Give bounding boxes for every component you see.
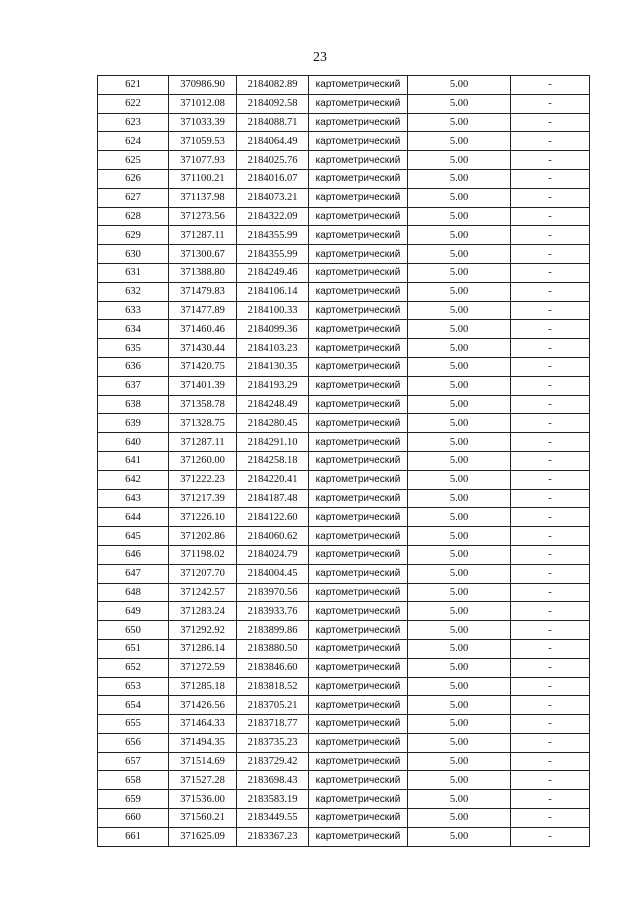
point-number-cell: 648 [98, 583, 169, 602]
note-cell: - [511, 639, 590, 658]
y-coordinate-cell: 2183880.50 [237, 639, 309, 658]
accuracy-cell: 5.00 [408, 621, 511, 640]
method-cell: картометрический [309, 414, 408, 433]
point-number-cell: 656 [98, 733, 169, 752]
note-cell: - [511, 827, 590, 846]
point-number-cell: 627 [98, 188, 169, 207]
method-cell: картометрический [309, 169, 408, 188]
x-coordinate-cell: 371033.39 [169, 113, 237, 132]
table-row [98, 790, 590, 809]
point-number-cell: 636 [98, 357, 169, 376]
accuracy-cell: 5.00 [408, 113, 511, 132]
note-cell: - [511, 470, 590, 489]
table-row [98, 207, 590, 226]
method-cell: картометрический [309, 752, 408, 771]
table-row [98, 545, 590, 564]
table-row [98, 621, 590, 640]
y-coordinate-cell: 2184088.71 [237, 113, 309, 132]
y-coordinate-cell: 2184082.89 [237, 76, 309, 95]
x-coordinate-cell: 371222.23 [169, 470, 237, 489]
table-row [98, 771, 590, 790]
table-row [98, 151, 590, 170]
table-row [98, 395, 590, 414]
method-cell: картометрический [309, 489, 408, 508]
accuracy-cell: 5.00 [408, 827, 511, 846]
accuracy-cell: 5.00 [408, 583, 511, 602]
note-cell: - [511, 94, 590, 113]
table-row [98, 508, 590, 527]
y-coordinate-cell: 2184025.76 [237, 151, 309, 170]
method-cell: картометрический [309, 771, 408, 790]
method-cell: картометрический [309, 282, 408, 301]
note-cell: - [511, 376, 590, 395]
method-cell: картометрический [309, 320, 408, 339]
table-row [98, 809, 590, 828]
point-number-cell: 658 [98, 771, 169, 790]
y-coordinate-cell: 2183698.43 [237, 771, 309, 790]
note-cell: - [511, 395, 590, 414]
method-cell: картометрический [309, 508, 408, 527]
table-row [98, 433, 590, 452]
x-coordinate-cell: 371430.44 [169, 339, 237, 358]
x-coordinate-cell: 371328.75 [169, 414, 237, 433]
table-row [98, 827, 590, 846]
y-coordinate-cell: 2184220.41 [237, 470, 309, 489]
method-cell: картометрический [309, 545, 408, 564]
point-number-cell: 653 [98, 677, 169, 696]
note-cell: - [511, 339, 590, 358]
y-coordinate-cell: 2184092.58 [237, 94, 309, 113]
method-cell: картометрический [309, 715, 408, 734]
x-coordinate-cell: 371527.28 [169, 771, 237, 790]
x-coordinate-cell: 371273.56 [169, 207, 237, 226]
note-cell: - [511, 771, 590, 790]
coordinates-table-body [98, 76, 590, 847]
table-row [98, 282, 590, 301]
table-row [98, 451, 590, 470]
accuracy-cell: 5.00 [408, 809, 511, 828]
table-row [98, 339, 590, 358]
method-cell: картометрический [309, 621, 408, 640]
point-number-cell: 629 [98, 226, 169, 245]
note-cell: - [511, 489, 590, 508]
y-coordinate-cell: 2184099.36 [237, 320, 309, 339]
note-cell: - [511, 320, 590, 339]
method-cell: картометрический [309, 376, 408, 395]
note-cell: - [511, 733, 590, 752]
point-number-cell: 652 [98, 658, 169, 677]
accuracy-cell: 5.00 [408, 151, 511, 170]
note-cell: - [511, 677, 590, 696]
x-coordinate-cell: 371560.21 [169, 809, 237, 828]
accuracy-cell: 5.00 [408, 94, 511, 113]
y-coordinate-cell: 2183705.21 [237, 696, 309, 715]
point-number-cell: 657 [98, 752, 169, 771]
x-coordinate-cell: 371202.86 [169, 527, 237, 546]
method-cell: картометрический [309, 677, 408, 696]
x-coordinate-cell: 371477.89 [169, 301, 237, 320]
method-cell: картометрический [309, 395, 408, 414]
y-coordinate-cell: 2184064.49 [237, 132, 309, 151]
y-coordinate-cell: 2183449.55 [237, 809, 309, 828]
table-row [98, 169, 590, 188]
method-cell: картометрический [309, 790, 408, 809]
table-row [98, 245, 590, 264]
y-coordinate-cell: 2184322.09 [237, 207, 309, 226]
note-cell: - [511, 207, 590, 226]
accuracy-cell: 5.00 [408, 320, 511, 339]
point-number-cell: 626 [98, 169, 169, 188]
method-cell: картометрический [309, 809, 408, 828]
x-coordinate-cell: 371420.75 [169, 357, 237, 376]
point-number-cell: 640 [98, 433, 169, 452]
table-row [98, 301, 590, 320]
note-cell: - [511, 658, 590, 677]
accuracy-cell: 5.00 [408, 733, 511, 752]
table-row [98, 602, 590, 621]
accuracy-cell: 5.00 [408, 564, 511, 583]
y-coordinate-cell: 2184248.49 [237, 395, 309, 414]
y-coordinate-cell: 2183718.77 [237, 715, 309, 734]
accuracy-cell: 5.00 [408, 169, 511, 188]
x-coordinate-cell: 371198.02 [169, 545, 237, 564]
method-cell: картометрический [309, 583, 408, 602]
coordinates-table [97, 75, 590, 847]
point-number-cell: 625 [98, 151, 169, 170]
accuracy-cell: 5.00 [408, 508, 511, 527]
table-row [98, 752, 590, 771]
y-coordinate-cell: 2184024.79 [237, 545, 309, 564]
x-coordinate-cell: 371272.59 [169, 658, 237, 677]
table-row [98, 132, 590, 151]
y-coordinate-cell: 2184249.46 [237, 263, 309, 282]
y-coordinate-cell: 2184187.48 [237, 489, 309, 508]
method-cell: картометрический [309, 639, 408, 658]
point-number-cell: 623 [98, 113, 169, 132]
note-cell: - [511, 301, 590, 320]
method-cell: картометрический [309, 132, 408, 151]
accuracy-cell: 5.00 [408, 790, 511, 809]
accuracy-cell: 5.00 [408, 639, 511, 658]
x-coordinate-cell: 371300.67 [169, 245, 237, 264]
point-number-cell: 632 [98, 282, 169, 301]
accuracy-cell: 5.00 [408, 489, 511, 508]
x-coordinate-cell: 371536.00 [169, 790, 237, 809]
point-number-cell: 660 [98, 809, 169, 828]
point-number-cell: 642 [98, 470, 169, 489]
method-cell: картометрический [309, 658, 408, 677]
note-cell: - [511, 696, 590, 715]
note-cell: - [511, 188, 590, 207]
x-coordinate-cell: 371100.21 [169, 169, 237, 188]
y-coordinate-cell: 2183970.56 [237, 583, 309, 602]
y-coordinate-cell: 2184100.33 [237, 301, 309, 320]
point-number-cell: 639 [98, 414, 169, 433]
note-cell: - [511, 715, 590, 734]
note-cell: - [511, 132, 590, 151]
method-cell: картометрический [309, 451, 408, 470]
note-cell: - [511, 564, 590, 583]
accuracy-cell: 5.00 [408, 357, 511, 376]
point-number-cell: 637 [98, 376, 169, 395]
accuracy-cell: 5.00 [408, 545, 511, 564]
table-row [98, 188, 590, 207]
note-cell: - [511, 451, 590, 470]
y-coordinate-cell: 2183933.76 [237, 602, 309, 621]
point-number-cell: 659 [98, 790, 169, 809]
accuracy-cell: 5.00 [408, 395, 511, 414]
point-number-cell: 645 [98, 527, 169, 546]
x-coordinate-cell: 371059.53 [169, 132, 237, 151]
point-number-cell: 643 [98, 489, 169, 508]
point-number-cell: 655 [98, 715, 169, 734]
x-coordinate-cell: 371494.35 [169, 733, 237, 752]
y-coordinate-cell: 2183899.86 [237, 621, 309, 640]
point-number-cell: 628 [98, 207, 169, 226]
accuracy-cell: 5.00 [408, 188, 511, 207]
table-row [98, 320, 590, 339]
point-number-cell: 644 [98, 508, 169, 527]
table-row [98, 658, 590, 677]
accuracy-cell: 5.00 [408, 677, 511, 696]
table-row [98, 677, 590, 696]
table-row [98, 113, 590, 132]
point-number-cell: 634 [98, 320, 169, 339]
table-row [98, 564, 590, 583]
y-coordinate-cell: 2184291.10 [237, 433, 309, 452]
x-coordinate-cell: 371460.46 [169, 320, 237, 339]
x-coordinate-cell: 371217.39 [169, 489, 237, 508]
point-number-cell: 621 [98, 76, 169, 95]
note-cell: - [511, 508, 590, 527]
x-coordinate-cell: 371283.24 [169, 602, 237, 621]
note-cell: - [511, 790, 590, 809]
y-coordinate-cell: 2184106.14 [237, 282, 309, 301]
method-cell: картометрический [309, 245, 408, 264]
accuracy-cell: 5.00 [408, 207, 511, 226]
accuracy-cell: 5.00 [408, 301, 511, 320]
accuracy-cell: 5.00 [408, 76, 511, 95]
table-row [98, 639, 590, 658]
note-cell: - [511, 282, 590, 301]
accuracy-cell: 5.00 [408, 433, 511, 452]
x-coordinate-cell: 371260.00 [169, 451, 237, 470]
accuracy-cell: 5.00 [408, 602, 511, 621]
method-cell: картометрический [309, 339, 408, 358]
y-coordinate-cell: 2184004.45 [237, 564, 309, 583]
note-cell: - [511, 76, 590, 95]
accuracy-cell: 5.00 [408, 451, 511, 470]
method-cell: картометрический [309, 433, 408, 452]
x-coordinate-cell: 371388.80 [169, 263, 237, 282]
method-cell: картометрический [309, 76, 408, 95]
y-coordinate-cell: 2184355.99 [237, 245, 309, 264]
table-row [98, 414, 590, 433]
note-cell: - [511, 752, 590, 771]
method-cell: картометрический [309, 94, 408, 113]
accuracy-cell: 5.00 [408, 658, 511, 677]
accuracy-cell: 5.00 [408, 470, 511, 489]
note-cell: - [511, 621, 590, 640]
accuracy-cell: 5.00 [408, 715, 511, 734]
point-number-cell: 635 [98, 339, 169, 358]
note-cell: - [511, 263, 590, 282]
x-coordinate-cell: 371514.69 [169, 752, 237, 771]
y-coordinate-cell: 2184355.99 [237, 226, 309, 245]
table-row [98, 733, 590, 752]
accuracy-cell: 5.00 [408, 527, 511, 546]
x-coordinate-cell: 371012.08 [169, 94, 237, 113]
note-cell: - [511, 527, 590, 546]
y-coordinate-cell: 2183729.42 [237, 752, 309, 771]
table-row [98, 470, 590, 489]
y-coordinate-cell: 2184122.60 [237, 508, 309, 527]
method-cell: картометрический [309, 602, 408, 621]
method-cell: картометрический [309, 470, 408, 489]
method-cell: картометрический [309, 263, 408, 282]
x-coordinate-cell: 371358.78 [169, 395, 237, 414]
note-cell: - [511, 226, 590, 245]
table-row [98, 376, 590, 395]
method-cell: картометрический [309, 564, 408, 583]
table-row [98, 696, 590, 715]
method-cell: картометрический [309, 357, 408, 376]
method-cell: картометрический [309, 188, 408, 207]
method-cell: картометрический [309, 226, 408, 245]
y-coordinate-cell: 2184103.23 [237, 339, 309, 358]
method-cell: картометрический [309, 207, 408, 226]
y-coordinate-cell: 2184073.21 [237, 188, 309, 207]
accuracy-cell: 5.00 [408, 245, 511, 264]
x-coordinate-cell: 371226.10 [169, 508, 237, 527]
x-coordinate-cell: 371287.11 [169, 226, 237, 245]
method-cell: картометрический [309, 733, 408, 752]
accuracy-cell: 5.00 [408, 414, 511, 433]
note-cell: - [511, 545, 590, 564]
x-coordinate-cell: 371077.93 [169, 151, 237, 170]
point-number-cell: 633 [98, 301, 169, 320]
table-row [98, 263, 590, 282]
note-cell: - [511, 169, 590, 188]
accuracy-cell: 5.00 [408, 339, 511, 358]
y-coordinate-cell: 2184130.35 [237, 357, 309, 376]
table-row [98, 226, 590, 245]
point-number-cell: 647 [98, 564, 169, 583]
x-coordinate-cell: 371287.11 [169, 433, 237, 452]
point-number-cell: 622 [98, 94, 169, 113]
method-cell: картометрический [309, 113, 408, 132]
y-coordinate-cell: 2183735.23 [237, 733, 309, 752]
accuracy-cell: 5.00 [408, 752, 511, 771]
note-cell: - [511, 113, 590, 132]
method-cell: картометрический [309, 151, 408, 170]
x-coordinate-cell: 371286.14 [169, 639, 237, 658]
page-number: 23 [313, 50, 327, 65]
x-coordinate-cell: 371292.92 [169, 621, 237, 640]
x-coordinate-cell: 371426.56 [169, 696, 237, 715]
note-cell: - [511, 433, 590, 452]
point-number-cell: 638 [98, 395, 169, 414]
note-cell: - [511, 602, 590, 621]
point-number-cell: 641 [98, 451, 169, 470]
point-number-cell: 649 [98, 602, 169, 621]
note-cell: - [511, 583, 590, 602]
x-coordinate-cell: 371479.83 [169, 282, 237, 301]
accuracy-cell: 5.00 [408, 376, 511, 395]
accuracy-cell: 5.00 [408, 282, 511, 301]
table-row [98, 76, 590, 95]
table-row [98, 357, 590, 376]
table-row [98, 489, 590, 508]
note-cell: - [511, 357, 590, 376]
x-coordinate-cell: 371207.70 [169, 564, 237, 583]
x-coordinate-cell: 371242.57 [169, 583, 237, 602]
accuracy-cell: 5.00 [408, 263, 511, 282]
point-number-cell: 630 [98, 245, 169, 264]
y-coordinate-cell: 2184280.45 [237, 414, 309, 433]
x-coordinate-cell: 371464.33 [169, 715, 237, 734]
point-number-cell: 661 [98, 827, 169, 846]
table-row [98, 94, 590, 113]
x-coordinate-cell: 370986.90 [169, 76, 237, 95]
y-coordinate-cell: 2184060.62 [237, 527, 309, 546]
x-coordinate-cell: 371625.09 [169, 827, 237, 846]
accuracy-cell: 5.00 [408, 696, 511, 715]
note-cell: - [511, 245, 590, 264]
method-cell: картометрический [309, 301, 408, 320]
note-cell: - [511, 414, 590, 433]
y-coordinate-cell: 2184016.07 [237, 169, 309, 188]
note-cell: - [511, 809, 590, 828]
y-coordinate-cell: 2184258.18 [237, 451, 309, 470]
method-cell: картометрический [309, 696, 408, 715]
table-row [98, 715, 590, 734]
table-row [98, 583, 590, 602]
method-cell: картометрический [309, 827, 408, 846]
point-number-cell: 646 [98, 545, 169, 564]
point-number-cell: 624 [98, 132, 169, 151]
accuracy-cell: 5.00 [408, 226, 511, 245]
accuracy-cell: 5.00 [408, 771, 511, 790]
point-number-cell: 650 [98, 621, 169, 640]
accuracy-cell: 5.00 [408, 132, 511, 151]
y-coordinate-cell: 2183818.52 [237, 677, 309, 696]
point-number-cell: 654 [98, 696, 169, 715]
x-coordinate-cell: 371285.18 [169, 677, 237, 696]
point-number-cell: 651 [98, 639, 169, 658]
method-cell: картометрический [309, 527, 408, 546]
table-row [98, 527, 590, 546]
note-cell: - [511, 151, 590, 170]
y-coordinate-cell: 2183583.19 [237, 790, 309, 809]
y-coordinate-cell: 2184193.29 [237, 376, 309, 395]
y-coordinate-cell: 2183367.23 [237, 827, 309, 846]
x-coordinate-cell: 371137.98 [169, 188, 237, 207]
point-number-cell: 631 [98, 263, 169, 282]
x-coordinate-cell: 371401.39 [169, 376, 237, 395]
y-coordinate-cell: 2183846.60 [237, 658, 309, 677]
